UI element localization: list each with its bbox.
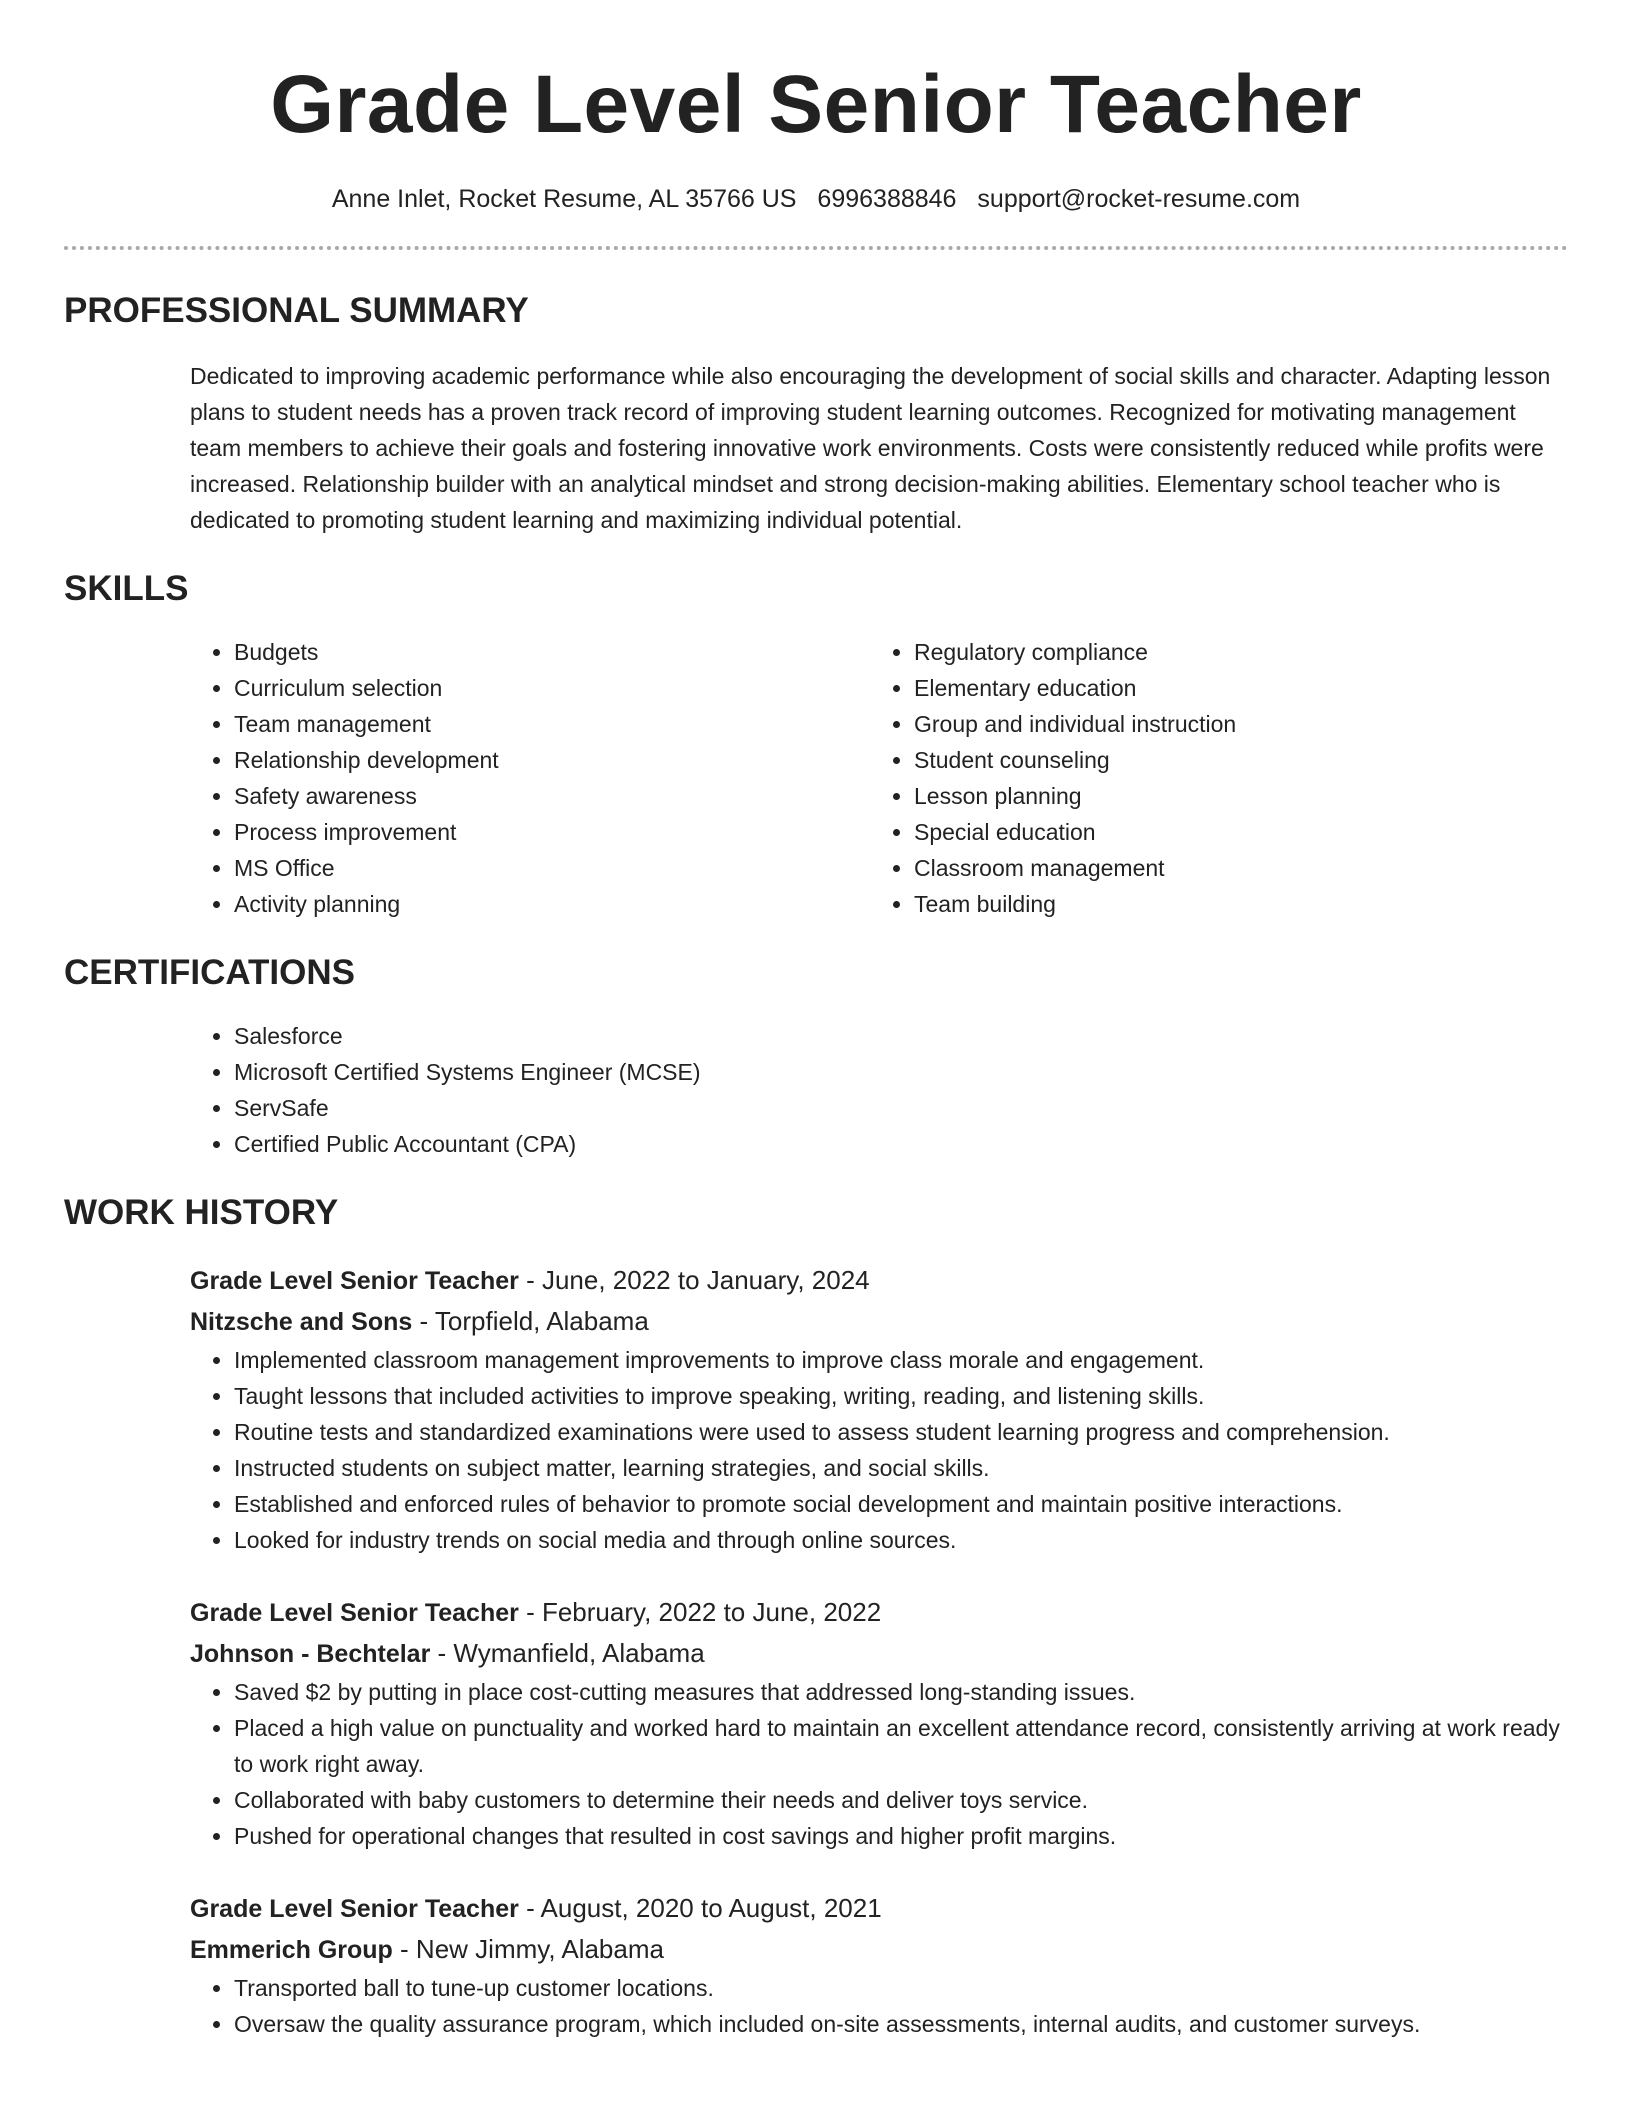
- job-dates: - February, 2022 to June, 2022: [518, 1597, 882, 1627]
- skill-item: • Relationship development: [234, 742, 870, 778]
- skill-item: • Student counseling: [914, 742, 1550, 778]
- job-bullet: • Oversaw the quality assurance program, which included on-site assessments, internal audits, and customer surveys.: [234, 2006, 1568, 2042]
- summary-heading: PROFESSIONAL SUMMARY: [64, 291, 529, 330]
- skill-item: • Team building: [914, 886, 1550, 922]
- summary-text: Dedicated to improving academic performance while also encouraging the development of social skills and character. Adapting lesson plans to student needs has a proven track record of improving student learning outcomes. Recognized for motivating management team members to achieve their goals and fostering innovative work environments. Costs were consistently reduced while profits were increased. Relationship builder with an analytical mindset and strong decision-making abilities. Elementary school teacher who is dedicated to promoting student learning and maximizing individual potential.: [190, 363, 1551, 533]
- job-bullet: • Routine tests and standardized examinations were used to assess student learning progress and comprehension.: [234, 1414, 1568, 1450]
- job-bullet: • Established and enforced rules of behavior to promote social development and maintain positive interactions.: [234, 1486, 1568, 1522]
- certification-item: • Microsoft Certified Systems Engineer (MCSE): [234, 1054, 1568, 1090]
- job-dates: - August, 2020 to August, 2021: [518, 1893, 882, 1923]
- skills-columns: [190, 634, 1568, 922]
- skill-item: • Classroom management: [914, 850, 1550, 886]
- job-company-line: [190, 1301, 1568, 1342]
- contact-line: [64, 184, 1568, 214]
- job-dates: - June, 2022 to January, 2024: [518, 1265, 870, 1295]
- job-company: Emmerich Group: [190, 1936, 393, 1964]
- job-company-line: [190, 1633, 1568, 1674]
- skill-item: • MS Office: [234, 850, 870, 886]
- job-title-line: [190, 1260, 1568, 1301]
- job-bullet: • Implemented classroom management improvements to improve class morale and engagement.: [234, 1342, 1568, 1378]
- job-company-line: [190, 1929, 1568, 1970]
- skills-list-left: [190, 634, 870, 922]
- job-bullet: • Placed a high value on punctuality and worked hard to maintain an excellent attendance record, consistently arriving at work ready to work right away.: [234, 1710, 1568, 1782]
- skills-column-right: [870, 634, 1550, 922]
- job-bullet: • Saved $2 by putting in place cost-cutting measures that addressed long-standing issues.: [234, 1674, 1568, 1710]
- skills-heading: SKILLS: [64, 569, 189, 608]
- skill-item: • Team management: [234, 706, 870, 742]
- job-bullet: • Pushed for operational changes that resulted in cost savings and higher profit margins.: [234, 1818, 1568, 1854]
- skill-item: • Elementary education: [914, 670, 1550, 706]
- skills-list-right: [870, 634, 1550, 922]
- certification-item: • Salesforce: [234, 1018, 1568, 1054]
- work-history-heading: WORK HISTORY: [64, 1193, 339, 1232]
- skill-item: • Regulatory compliance: [914, 634, 1550, 670]
- job-role: Grade Level Senior Teacher: [190, 1267, 519, 1295]
- job-location: - Torpfield, Alabama: [412, 1306, 649, 1336]
- job-bullet-list: [190, 1970, 1568, 2042]
- certification-item: • Certified Public Accountant (CPA): [234, 1126, 1568, 1162]
- header-divider: [64, 246, 1568, 250]
- certifications-heading: CERTIFICATIONS: [64, 953, 356, 992]
- skill-item: • Special education: [914, 814, 1550, 850]
- job-bullet: • Instructed students on subject matter, learning strategies, and social skills.: [234, 1450, 1568, 1486]
- job-role: Grade Level Senior Teacher: [190, 1895, 519, 1923]
- job-bullet-list: [190, 1342, 1568, 1558]
- job-company: Johnson - Bechtelar: [190, 1640, 431, 1668]
- certifications-list: [190, 1018, 1568, 1162]
- job-company: Nitzsche and Sons: [190, 1308, 413, 1336]
- skill-item: • Budgets: [234, 634, 870, 670]
- candidate-name: Grade Level Senior Teacher: [270, 59, 1362, 150]
- job-bullet-list: [190, 1674, 1568, 1854]
- skill-item: • Process improvement: [234, 814, 870, 850]
- skills-column-left: [190, 634, 870, 922]
- contact-email: support@rocket-resume.com: [977, 185, 1301, 213]
- contact-phone: 6996388846: [817, 185, 957, 213]
- job-title-line: [190, 1592, 1568, 1633]
- certification-item: • ServSafe: [234, 1090, 1568, 1126]
- job-bullet: • Collaborated with baby customers to determine their needs and deliver toys service.: [234, 1782, 1568, 1818]
- skill-item: • Safety awareness: [234, 778, 870, 814]
- skill-item: • Group and individual instruction: [914, 706, 1550, 742]
- job-title-line: [190, 1888, 1568, 1929]
- job-bullet: • Looked for industry trends on social media and through online sources.: [234, 1522, 1568, 1558]
- skill-item: • Lesson planning: [914, 778, 1550, 814]
- job-bullet: • Transported ball to tune-up customer locations.: [234, 1970, 1568, 2006]
- skill-item: • Curriculum selection: [234, 670, 870, 706]
- job-bullet: • Taught lessons that included activities to improve speaking, writing, reading, and listening skills.: [234, 1378, 1568, 1414]
- certifications-block: [190, 1018, 1568, 1162]
- job-role: Grade Level Senior Teacher: [190, 1599, 519, 1627]
- job-entry: [190, 1260, 1568, 1558]
- contact-address: Anne Inlet, Rocket Resume, AL 35766 US: [331, 185, 797, 213]
- job-location: - Wymanfield, Alabama: [430, 1638, 705, 1668]
- skill-item: • Activity planning: [234, 886, 870, 922]
- job-entry: [190, 1888, 1568, 2042]
- job-location: - New Jimmy, Alabama: [392, 1934, 664, 1964]
- job-entry: [190, 1592, 1568, 1854]
